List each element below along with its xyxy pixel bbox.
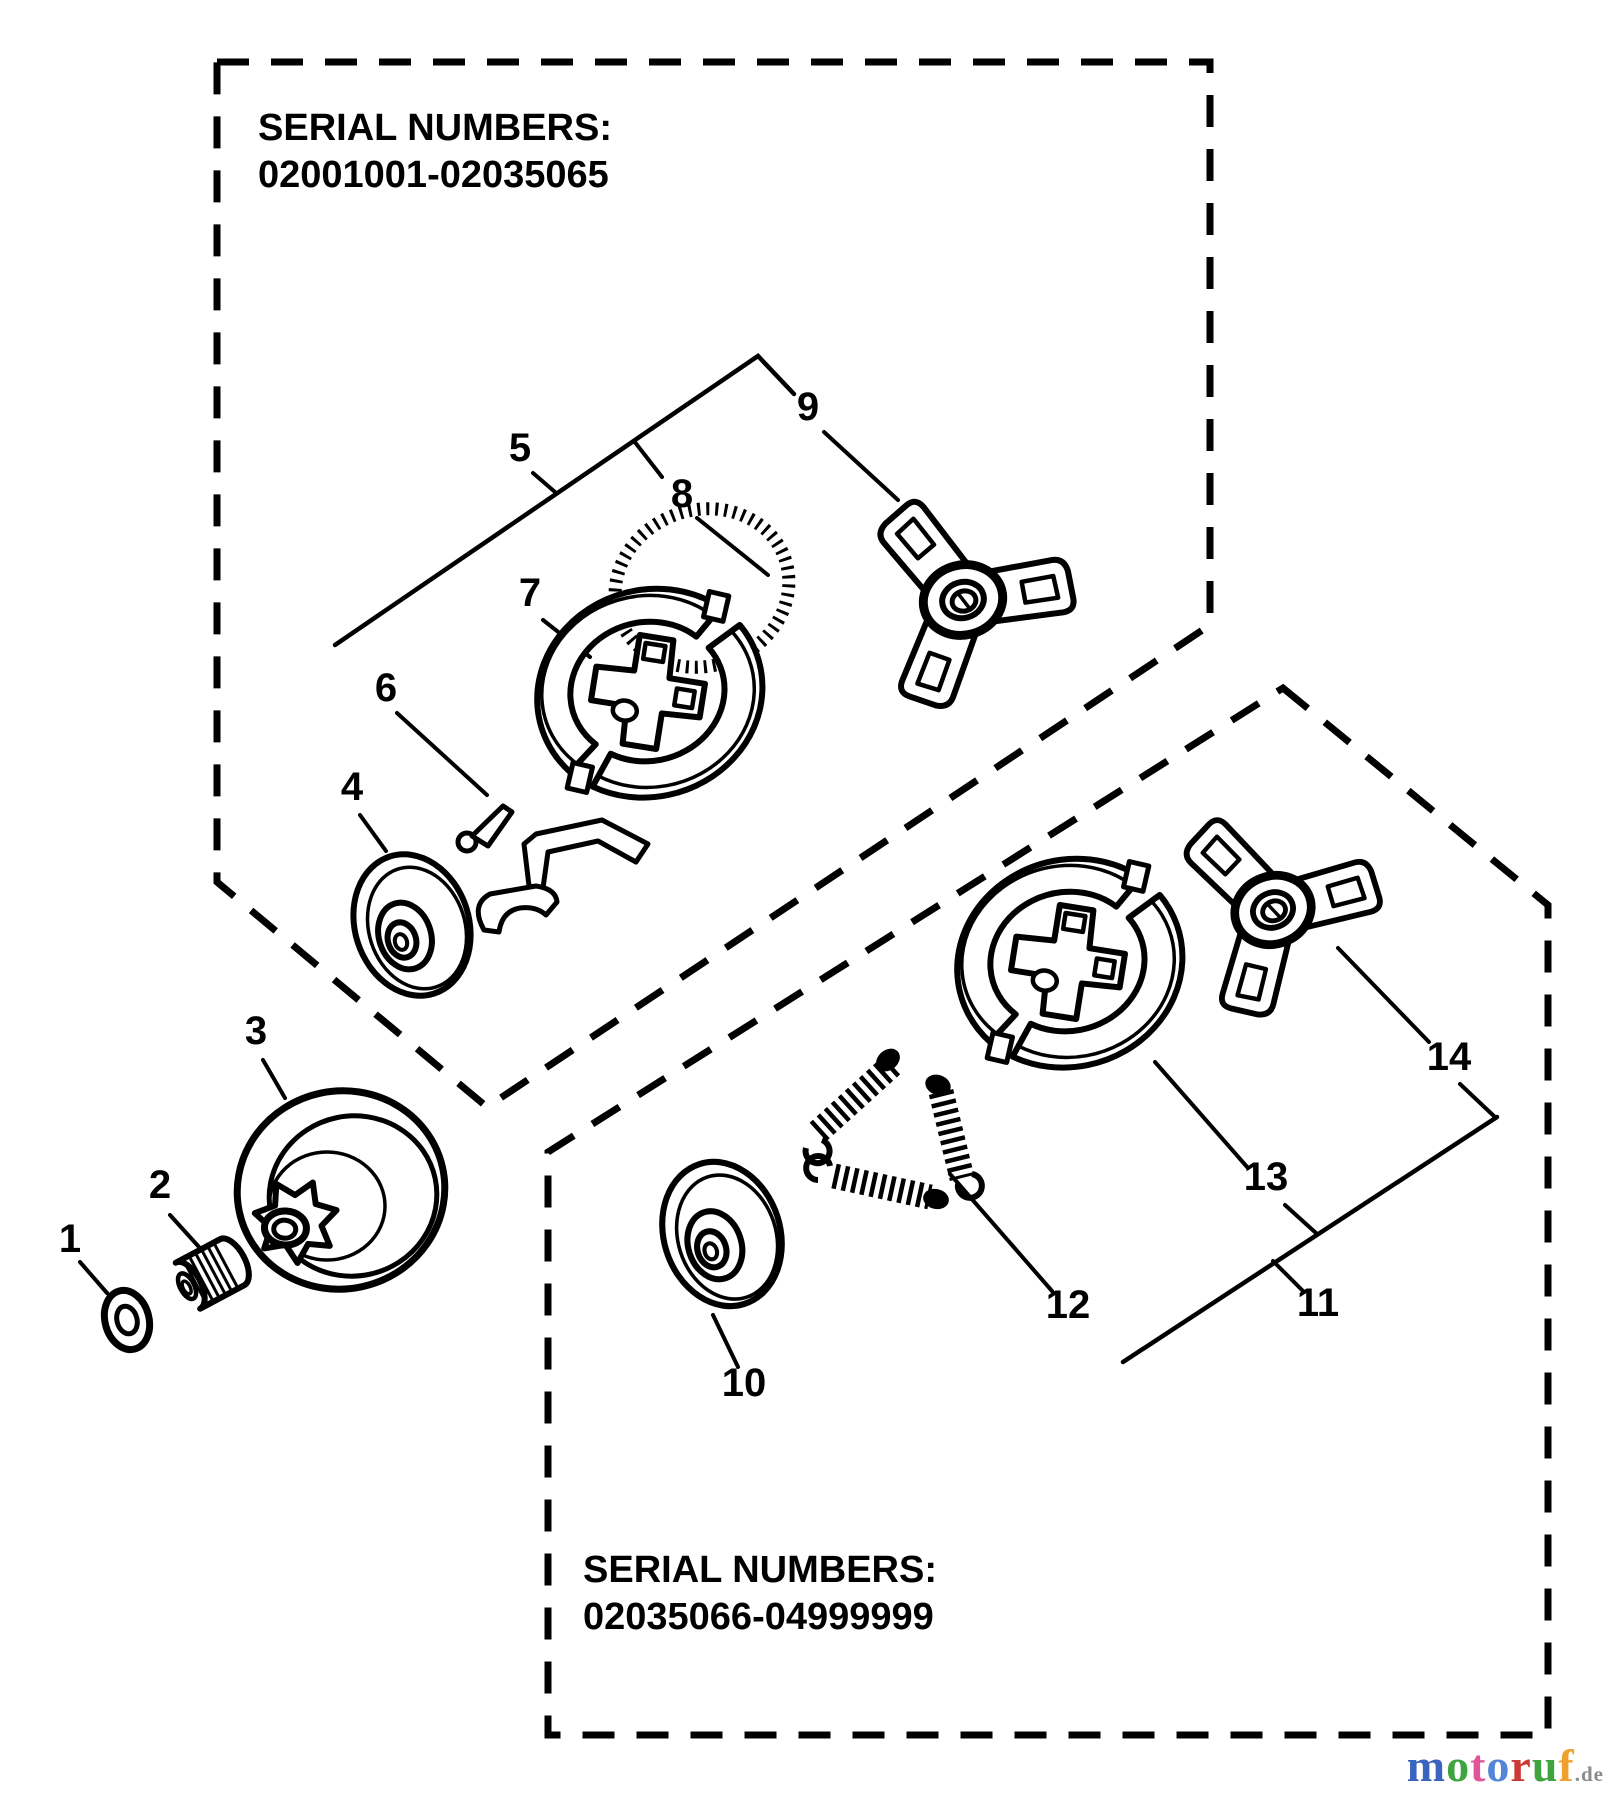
- serial-bottom-line1: SERIAL NUMBERS:: [583, 1549, 937, 1591]
- part-label-8: 8: [670, 472, 694, 516]
- watermark-letter: t: [1470, 1740, 1487, 1791]
- watermark-letter: f: [1558, 1740, 1575, 1791]
- part-label-11: 11: [1296, 1281, 1340, 1325]
- watermark-letter: u: [1531, 1740, 1559, 1791]
- motoruf-watermark-logo: [1407, 1739, 1604, 1792]
- part-label-14: 14: [1426, 1035, 1472, 1079]
- watermark-suffix: .de: [1574, 1762, 1604, 1786]
- serial-top-line2: 02001001-02035065: [258, 154, 609, 196]
- watermark-letter: o: [1446, 1740, 1471, 1791]
- watermark-letter: m: [1406, 1740, 1447, 1791]
- part-label-3: 3: [244, 1009, 268, 1053]
- part-label-4: 4: [340, 765, 364, 809]
- watermark-letter: o: [1486, 1740, 1511, 1791]
- part-label-7: 7: [518, 571, 542, 615]
- part-label-10: 10: [721, 1361, 767, 1405]
- serial-top-line1: SERIAL NUMBERS:: [258, 107, 612, 149]
- part-label-6: 6: [374, 666, 398, 710]
- part-label-12: 12: [1045, 1283, 1091, 1327]
- part-label-5: 5: [508, 426, 532, 470]
- serial-bottom-line2: 02035066-04999999: [583, 1596, 934, 1638]
- part-label-13: 13: [1243, 1155, 1289, 1199]
- part-label-2: 2: [148, 1163, 172, 1207]
- watermark-letter: r: [1510, 1740, 1532, 1791]
- part-label-1: 1: [58, 1217, 82, 1261]
- part-label-9: 9: [796, 385, 820, 429]
